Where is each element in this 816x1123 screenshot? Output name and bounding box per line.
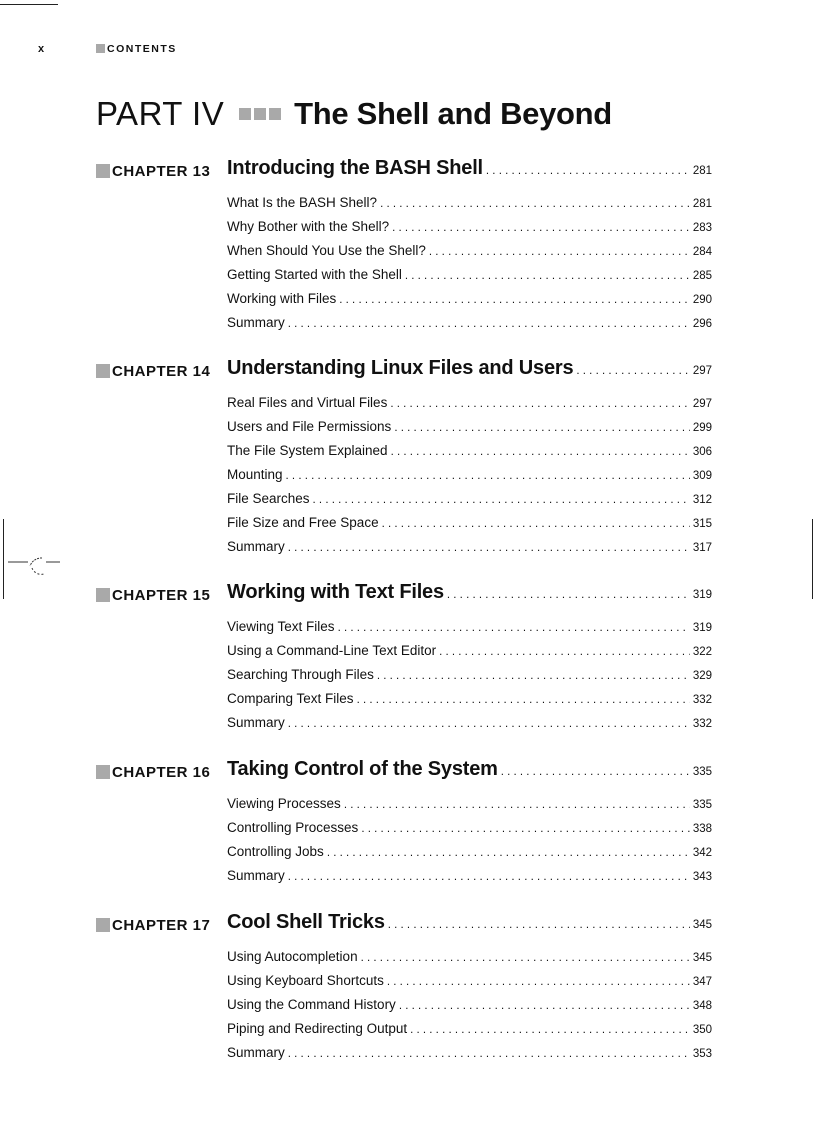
toc-entry[interactable] [227,491,712,515]
toc-entry[interactable] [227,973,712,997]
square-bullet-icon [96,588,110,602]
dot-leader [286,470,690,482]
section-page: 296 [692,318,712,330]
section-page: 343 [692,871,712,883]
dot-leader [338,622,690,634]
chapter-label [96,587,210,604]
toc-entry[interactable] [227,315,712,339]
section-title: Mounting [227,467,283,482]
section-title: File Searches [227,491,310,506]
section-title: Using Keyboard Shortcuts [227,973,384,988]
toc-entry[interactable] [227,291,712,315]
section-title: Users and File Permissions [227,419,392,434]
dot-leader [439,646,690,658]
section-title: Searching Through Files [227,667,374,682]
dot-leader [288,718,690,730]
square-bullet-icon [96,765,110,779]
dot-leader [380,198,690,210]
section-page: 281 [692,198,712,210]
dot-leader [576,365,689,377]
top-rule [0,4,58,5]
chapter-label-text: CHAPTER 17 [112,917,211,934]
square-bullet-icon [96,44,105,53]
toc-entry[interactable] [227,949,712,973]
section-page: 329 [692,670,712,682]
chapter-label [96,764,210,781]
right-crop-mark [812,519,813,599]
square-bullet-icon [96,364,110,378]
chapter-title-entry[interactable] [227,758,712,781]
chapter-title-entry[interactable] [227,357,712,380]
dot-leader [429,246,690,258]
section-list [227,949,712,1069]
chapter-title: Cool Shell Tricks [227,911,385,933]
toc-entry[interactable] [227,997,712,1021]
section-list [227,195,712,339]
dot-leader [344,799,690,811]
section-list [227,619,712,739]
section-title: The File System Explained [227,443,388,458]
section-page: 342 [692,847,712,859]
part-squares-icon [239,105,284,123]
section-page: 317 [692,542,712,554]
chapter-title-entry[interactable] [227,581,712,604]
chapter-page: 335 [692,766,712,778]
dot-leader [327,847,690,859]
dot-leader [405,270,690,282]
dot-leader [392,222,690,234]
section-title: Controlling Processes [227,820,359,835]
running-head-title [96,43,177,55]
section-page: 322 [692,646,712,658]
chapter-page: 345 [692,919,712,931]
chapter-title: Taking Control of the System [227,758,498,780]
dot-leader [394,422,690,434]
toc-entry[interactable] [227,267,712,291]
square-bullet-icon [96,164,110,178]
section-title: Using Autocompletion [227,949,358,964]
dot-leader [486,165,690,177]
running-head-text: CONTENTS [107,43,177,55]
dot-leader [382,518,690,530]
dot-leader [410,1024,690,1036]
chapter-label-text: CHAPTER 16 [112,764,211,781]
section-title: Summary [227,1045,285,1060]
toc-entry[interactable] [227,667,712,691]
toc-entry[interactable] [227,243,712,267]
section-title: Real Files and Virtual Files [227,395,388,410]
toc-entry[interactable] [227,715,712,739]
toc-entry[interactable] [227,467,712,491]
toc-entry[interactable] [227,195,712,219]
section-page: 338 [692,823,712,835]
toc-entry[interactable] [227,443,712,467]
toc-entry[interactable] [227,796,712,820]
section-page: 283 [692,222,712,234]
section-page: 345 [692,952,712,964]
dot-leader [288,542,690,554]
chapter-title: Understanding Linux Files and Users [227,357,574,379]
chapter-title-entry[interactable] [227,911,712,934]
section-page: 315 [692,518,712,530]
section-page: 335 [692,799,712,811]
square-bullet-icon [96,918,110,932]
part-label: PART IV [96,95,225,132]
section-page: 290 [692,294,712,306]
toc-entry[interactable] [227,643,712,667]
section-page: 284 [692,246,712,258]
dot-leader [399,1000,690,1012]
dot-leader [388,919,690,931]
toc-entry[interactable] [227,1021,712,1045]
part-heading [96,95,612,137]
toc-entry[interactable] [227,691,712,715]
section-page: 309 [692,470,712,482]
dot-leader [501,766,690,778]
section-page: 319 [692,622,712,634]
section-page: 350 [692,1024,712,1036]
toc-entry[interactable] [227,539,712,563]
section-title: Controlling Jobs [227,844,324,859]
section-page: 348 [692,1000,712,1012]
toc-entry[interactable] [227,619,712,643]
section-title: Piping and Redirecting Output [227,1021,408,1036]
section-page: 332 [692,694,712,706]
section-title: Using a Command-Line Text Editor [227,643,437,658]
dot-leader [361,952,690,964]
toc-entry[interactable] [227,868,712,892]
toc-entry[interactable] [227,515,712,539]
section-page: 297 [692,398,712,410]
section-page: 347 [692,976,712,988]
chapter-label [96,917,210,934]
toc-entry[interactable] [227,419,712,443]
dot-leader [390,398,689,410]
chapter-title-entry[interactable] [227,157,712,180]
section-page: 312 [692,494,712,506]
page-folio: x [38,43,46,55]
chapter-label [96,363,210,380]
chapter-page: 281 [692,165,712,177]
toc-entry[interactable] [227,1045,712,1069]
chapter-label-text: CHAPTER 14 [112,363,211,380]
section-page: 332 [692,718,712,730]
chapter-page: 297 [692,365,712,377]
dot-leader [313,494,690,506]
section-list [227,796,712,892]
section-title: Working with Files [227,291,337,306]
chapter-page: 319 [692,589,712,601]
section-page: 285 [692,270,712,282]
section-title: Summary [227,315,285,330]
section-title: Viewing Processes [227,796,341,811]
section-page: 299 [692,422,712,434]
dot-leader [361,823,690,835]
chapter-label-text: CHAPTER 15 [112,587,211,604]
dot-leader [288,1048,690,1060]
chapter-title: Working with Text Files [227,581,444,603]
chapter-label [96,163,210,180]
part-title: The Shell and Beyond [294,96,612,131]
dot-leader [377,670,690,682]
toc-entry[interactable] [227,844,712,868]
dot-leader [288,871,690,883]
chapter-title: Introducing the BASH Shell [227,157,483,179]
toc-entry[interactable] [227,395,712,419]
section-title: Comparing Text Files [227,691,354,706]
section-page: 306 [692,446,712,458]
section-title: Summary [227,868,285,883]
toc-entry[interactable] [227,219,712,243]
section-title: Why Bother with the Shell? [227,219,390,234]
section-title: Getting Started with the Shell [227,267,402,282]
section-title: When Should You Use the Shell? [227,243,426,258]
dot-leader [288,318,690,330]
chapter-label-text: CHAPTER 13 [112,163,211,180]
dot-leader [357,694,690,706]
section-title: Using the Command History [227,997,396,1012]
section-title: Summary [227,715,285,730]
section-title: Summary [227,539,285,554]
dot-leader [339,294,690,306]
registration-mark-icon [4,548,62,576]
dot-leader [387,976,690,988]
section-title: Viewing Text Files [227,619,335,634]
dot-leader [447,589,690,601]
section-title: File Size and Free Space [227,515,379,530]
section-title: What Is the BASH Shell? [227,195,378,210]
dot-leader [391,446,690,458]
section-list [227,395,712,563]
toc-entry[interactable] [227,820,712,844]
section-page: 353 [692,1048,712,1060]
